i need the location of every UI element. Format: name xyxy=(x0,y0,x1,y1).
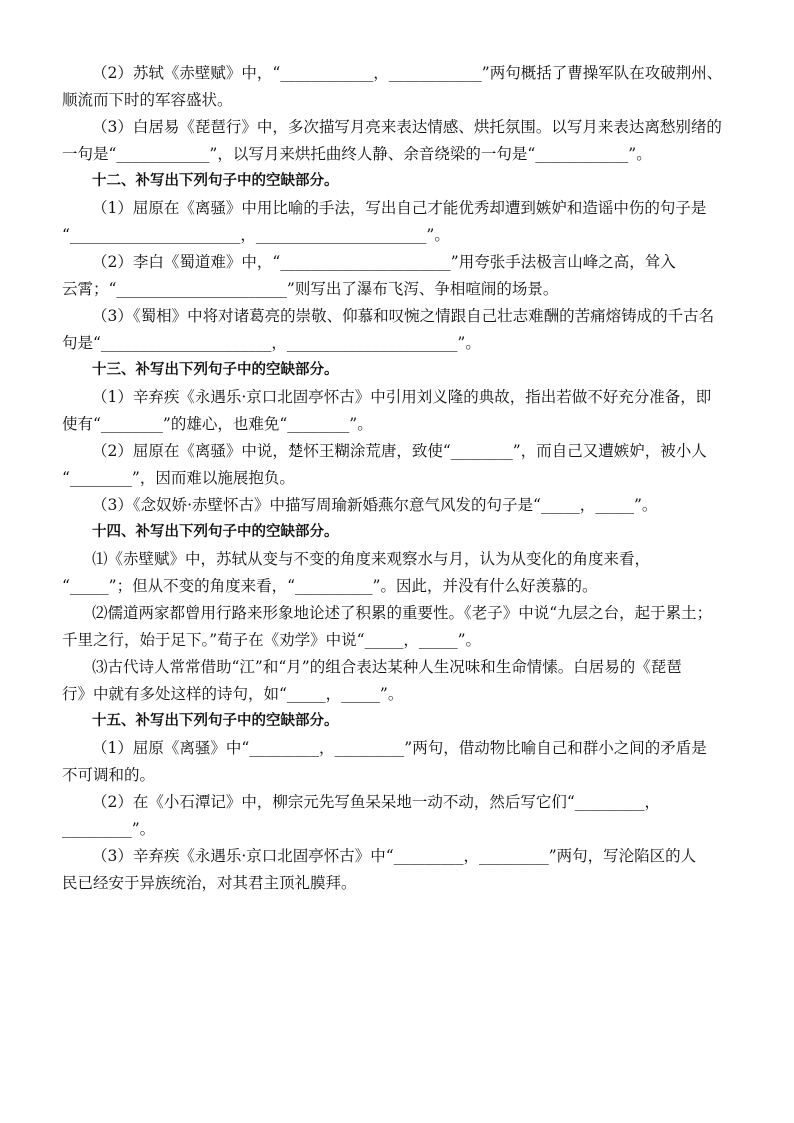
text-line: 使有“________”的雄心，也难免“________”。 xyxy=(62,415,373,433)
text-line: （1）屈原在《离骚》中用比喻的手法，写出自己才能优秀却遭到嫉妒和造谣中伤的句子是 xyxy=(92,199,707,217)
text-line: _________”。 xyxy=(62,820,156,838)
text-line: （3）《念奴娇·赤壁怀古》中描写周瑜新婚燕尔意气风发的句子是“_____，_____”。 xyxy=(92,496,658,514)
text-line: ⑵儒道两家都曾用行路来形象地论述了积累的重要性。《老子》中说“九层之台，起于累土； xyxy=(92,604,713,622)
text-line: “_____”；但从不变的角度来看，“__________”。因此，并没有什么好羡慕的。 xyxy=(62,577,598,595)
text-line: （2）在《小石潭记》中，柳宗元先写鱼呆呆地一动不动，然后写它们“_________， xyxy=(92,793,661,811)
section-heading: 十五、补写出下列句子中的空缺部分。 xyxy=(92,713,339,729)
text-line: 一句是“____________”，以写月来烘托曲终人静、余音绕梁的一句是“____________”。 xyxy=(62,145,652,163)
text-line: “________”，因而难以施展抱负。 xyxy=(62,469,295,487)
text-line: “______________________，______________________”。 xyxy=(62,226,450,244)
text-line: 句是“______________________，______________________”。 xyxy=(62,334,481,352)
text-line: （3）辛弃疾《永遇乐·京口北固亭怀古》中“_________，_________”两句，写沦陷区的人 xyxy=(92,847,697,865)
text-line: （3）《蜀相》中将对诸葛亮的崇敬、仰慕和叹惋之情跟自己壮志难酬的苦痛熔铸成的千古名 xyxy=(92,307,715,325)
text-line: 行》中就有多处这样的诗句，如“_____，_____”。 xyxy=(62,685,404,703)
section-heading: 十四、补写出下列句子中的空缺部分。 xyxy=(92,524,339,540)
text-line: （2）李白《蜀道难》中，“______________________”用夸张手法极言山峰之高，耸入 xyxy=(92,253,676,271)
text-line: ⑶古代诗人常常借助“江”和“月”的组合表达某种人生况味和生命情愫。白居易的《琵琶 xyxy=(92,658,682,676)
text-line: 民已经安于异族统治，对其君主顶礼膜拜。 xyxy=(62,874,357,892)
text-line: ⑴《赤壁赋》中，苏轼从变与不变的角度来观察水与月，认为从变化的角度来看， xyxy=(92,550,651,568)
text-line: （2）苏轼《赤壁赋》中，“____________，____________”两句概括了曹操军队在攻破荆州、 xyxy=(92,64,723,82)
text-line: （1）辛弃疾《永遇乐·京口北固亭怀古》中引用刘义隆的典故，指出若做不好充分准备，即 xyxy=(92,388,712,406)
section-heading: 十二、补写出下列句子中的空缺部分。 xyxy=(92,173,339,189)
text-line: （2）屈原在《离骚》中说，楚怀王糊涂荒唐，致使“________”，而自己又遭嫉妒，被小人 xyxy=(92,442,707,460)
text-line: 千里之行，始于足下。”荀子在《劝学》中说“_____，_____”。 xyxy=(62,631,482,649)
text-line: （1）屈原《离骚》中“_________，_________”两句，借动物比喻自己和群小之间的矛盾是 xyxy=(92,739,707,757)
text-line: 顺流而下时的军容盛状。 xyxy=(62,91,233,109)
section-heading: 十三、补写出下列句子中的空缺部分。 xyxy=(92,362,339,378)
text-line: 不可调和的。 xyxy=(62,766,156,784)
text-line: （3）白居易《琵琶行》中，多次描写月亮来表达情感、烘托氛围。以写月来表达离愁别绪的 xyxy=(92,118,722,136)
text-line: 云霄；“______________________”则写出了瀑布飞泻、争相喧闹的场景。 xyxy=(62,280,559,298)
